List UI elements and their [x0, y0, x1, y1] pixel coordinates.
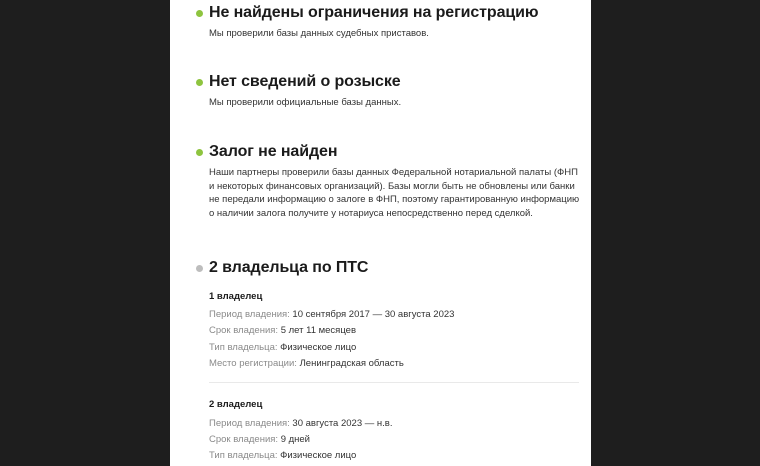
- duration-value: 5 лет 11 месяцев: [280, 325, 356, 336]
- gray-dot-icon: [196, 265, 203, 272]
- check-title: Залог не найден: [209, 143, 338, 160]
- type-value: Физическое лицо: [280, 450, 357, 461]
- duration-label: Срок владения:: [209, 325, 279, 336]
- owner-2-period: [209, 418, 392, 429]
- type-label: Тип владельца:: [209, 342, 278, 353]
- duration-label: Срок владения:: [209, 434, 279, 445]
- owner-1-region: [209, 358, 404, 369]
- owner-2-type: [209, 450, 356, 461]
- green-dot-icon: [196, 79, 203, 86]
- period-value: 10 сентября 2017 — 30 августа 2023: [292, 309, 455, 320]
- owner-divider: [209, 382, 579, 383]
- owners-title: 2 владельца по ПТС: [209, 259, 369, 276]
- check-description: Наши партнеры проверили базы данных Федеральной нотариальной палаты (ФНП и некоторых финансовых организаций). Базы могли быть не обновлены или банки не передали информацию о залоге в ФНП, поэтому гарантированную информацию о наличии залога получите у нотариуса непосредственно перед сделкой.: [209, 167, 580, 219]
- owner-1-period: [209, 309, 454, 320]
- owner-2-title: 2 владелец: [209, 399, 263, 410]
- period-label: Период владения:: [209, 309, 290, 320]
- region-value: Ленинградская область: [299, 358, 404, 369]
- duration-value: 9 дней: [280, 434, 310, 445]
- green-dot-icon: [196, 10, 203, 17]
- check-description: Мы проверили официальные базы данных.: [209, 97, 402, 108]
- check-description: Мы проверили базы данных судебных приставов.: [209, 28, 429, 39]
- check-title: Нет сведений о розыске: [209, 73, 401, 90]
- type-label: Тип владельца:: [209, 450, 278, 461]
- period-label: Период владения:: [209, 418, 290, 429]
- region-label: Место регистрации:: [209, 358, 297, 369]
- period-value: 30 августа 2023 — н.в.: [292, 418, 393, 429]
- report-panel: [170, 0, 591, 466]
- owner-1-type: [209, 342, 356, 353]
- owner-2-duration: [209, 434, 310, 445]
- owner-1-duration: [209, 325, 356, 336]
- check-title: Не найдены ограничения на регистрацию: [209, 4, 539, 21]
- owner-1-title: 1 владелец: [209, 291, 263, 302]
- type-value: Физическое лицо: [280, 342, 357, 353]
- green-dot-icon: [196, 149, 203, 156]
